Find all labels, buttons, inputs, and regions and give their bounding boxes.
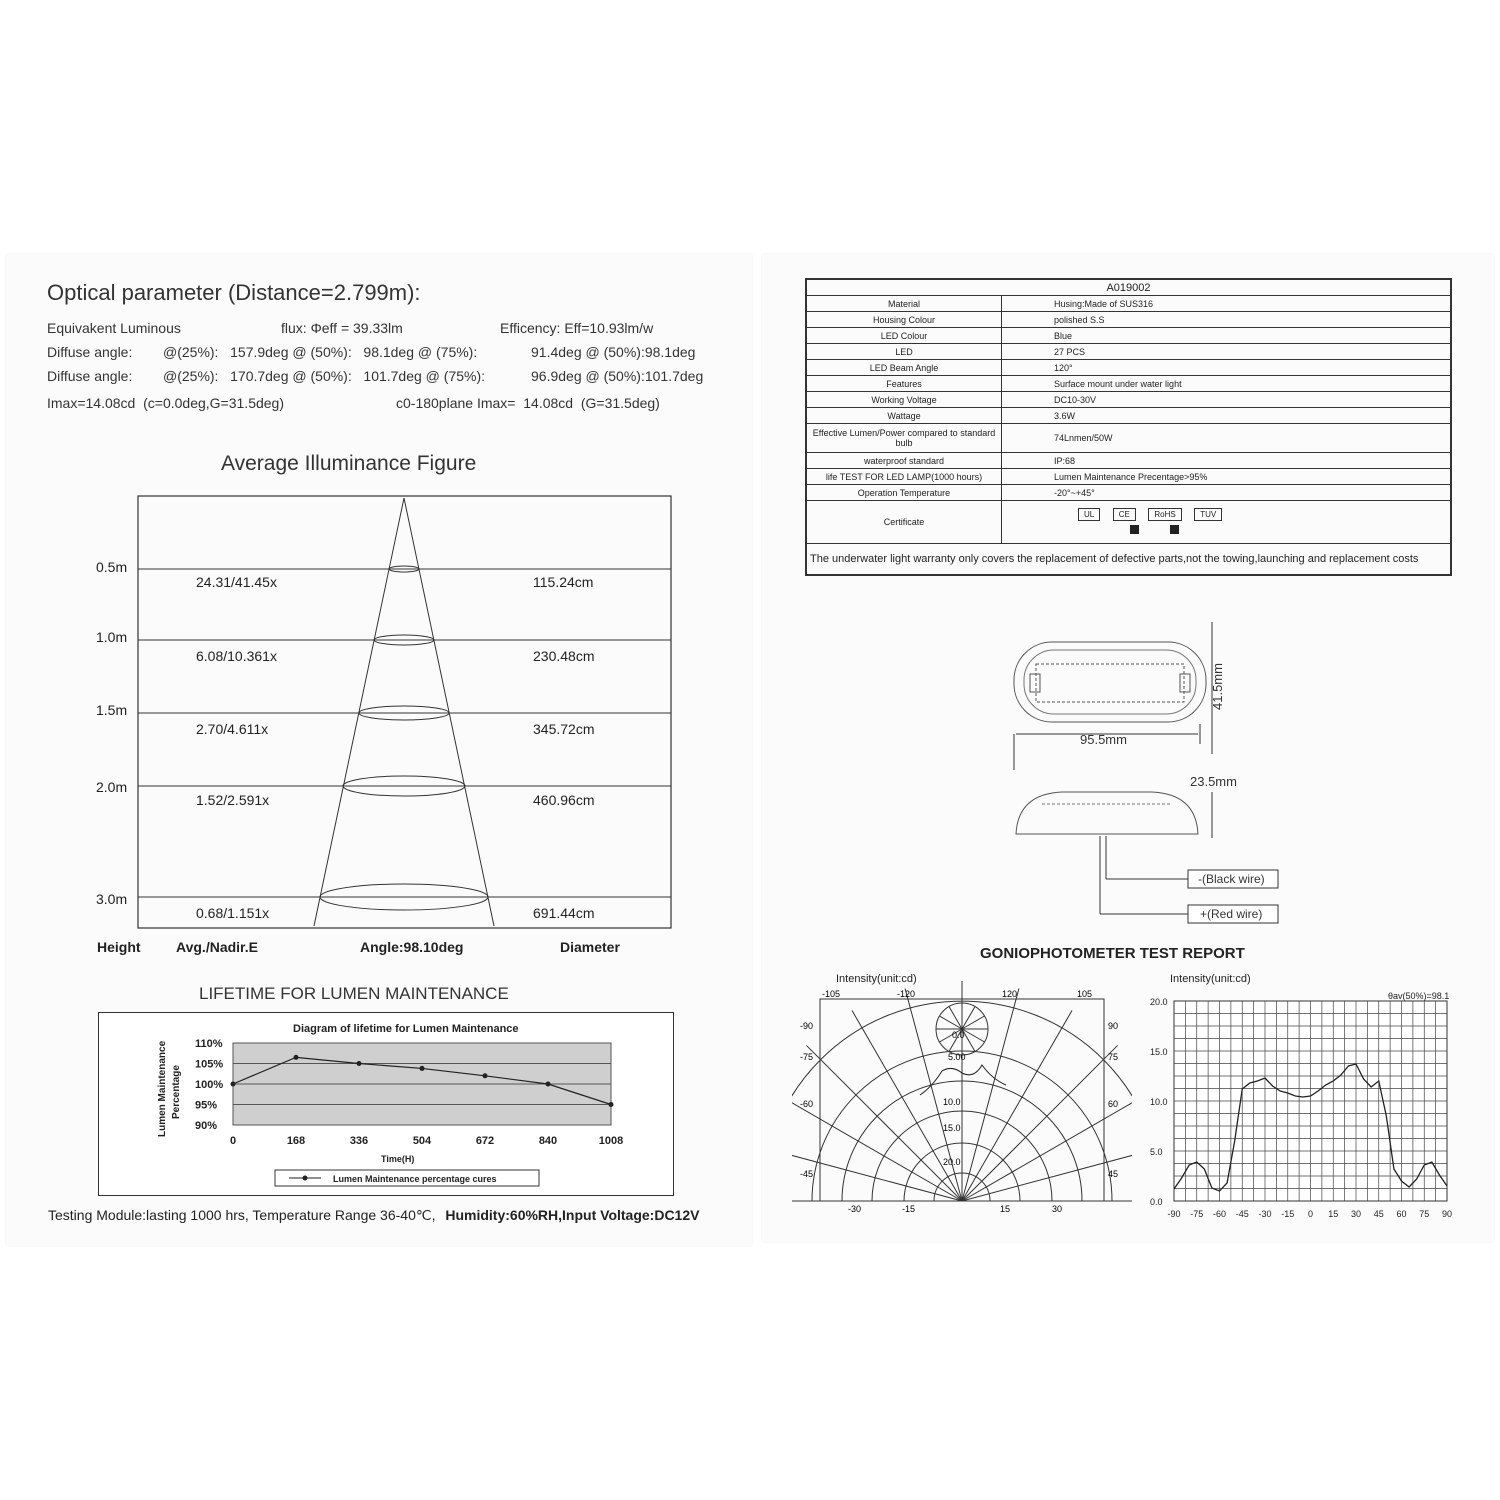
testing-note-bold: Humidity:60%RH,Input Voltage:DC12V [445,1207,700,1223]
polar-spoke [806,1045,962,1201]
spec-value: -20°~+45° [1002,485,1452,501]
param-line2-a: Diffuse angle: [47,344,133,360]
spec-row [806,360,1451,376]
spec-key: LED Beam Angle [806,360,1002,376]
lifetime-point [546,1082,551,1087]
polar-angle-bottom-0: -30 [848,1204,862,1214]
footer-height: Height [97,939,141,955]
diameter-label-2: 345.72cm [533,721,595,737]
polar-angle-bottom-3: 30 [1052,1204,1063,1214]
rect-xtick: -75 [1190,1209,1204,1219]
spec-key: LED Colour [806,328,1002,344]
polar-ring-4: 20.0 [943,1157,961,1167]
param-line1-a: Equivakent Luminous [47,320,181,336]
spec-key: life TEST FOR LED LAMP(1000 hours) [806,469,1002,485]
polar-angle-top-3: 105 [1077,989,1093,999]
param-line3-c: 96.9deg @ (50%):101.7deg [531,368,704,384]
light-outline-outer [1014,642,1206,722]
lifetime-title: LIFETIME FOR LUMEN MAINTENANCE [199,984,509,1003]
legend-label: Lumen Maintenance percentage cures [333,1174,497,1184]
lifetime-point [420,1066,425,1071]
lifetime-xlabel: Time(H) [381,1154,415,1164]
lifetime-ylabel-2: Percentage [171,1065,182,1119]
spec-cert-value [1002,501,1452,544]
param-line4-a: Imax=14.08cd (c=0.0deg,G=31.5deg) [47,395,284,411]
lifetime-point [294,1055,299,1060]
spec-row [806,485,1451,501]
avg-label-2: 2.70/4.611x [196,721,269,737]
param-line1-c: Efficency: Eff=10.93lm/w [500,320,654,336]
lifetime-chart [99,1013,673,1195]
spec-row [806,296,1451,312]
lifetime-xtick: 0 [229,1135,237,1147]
light-outline-inner [1024,650,1196,714]
spec-table [805,278,1452,576]
diameter-label-0: 115.24cm [533,574,594,590]
spec-key: Material [806,296,1002,312]
polar-angle-top-2: 120 [1002,989,1018,999]
spec-value: Lumen Maintenance Precentage>95% [1002,469,1452,485]
spec-row [806,469,1451,485]
avg-label-3: 1.52/2.591x [196,792,270,808]
lifetime-xtick: 504 [412,1135,432,1147]
polar-angle-top-0: -105 [822,989,841,999]
figure-frame [138,496,671,928]
spec-value: 3.6W [1002,408,1452,424]
left-sheet [6,254,752,1246]
polar-angle-top-1: -120 [897,989,916,999]
spec-value: polished S.S [1002,312,1452,328]
param-line3-a: Diffuse angle: [47,368,133,384]
spec-key: Features [806,376,1002,392]
spec-value: DC10-30V [1002,392,1452,408]
illuminance-title: Average Illuminance Figure [221,452,477,475]
spec-row [806,408,1451,424]
spec-warranty-row [806,544,1451,576]
rect-ytick: 5.0 [1150,1147,1163,1157]
spec-key: LED [806,344,1002,360]
footer-avg: Avg./Nadir.E [176,939,258,955]
rect-ytick: 10.0 [1150,1097,1168,1107]
testing-note-main: Testing Module:lasting 1000 hrs, Temperature Range 36-40℃, [48,1207,436,1223]
spec-value: Surface mount under water light [1002,376,1452,392]
spec-key: Operation Temperature [806,485,1002,501]
light-lens [1036,664,1184,702]
spec-row [806,328,1451,344]
lifetime-ylabel-1: Lumen Maintenance [157,1040,168,1137]
polar-angle-right-2: 60 [1108,1099,1119,1109]
polar-ring-3: 15.0 [943,1123,961,1133]
illuminance-figure [136,494,676,934]
diameter-label-4: 691.44cm [533,905,595,921]
rect-chart [1132,969,1482,1229]
polar-angle-bottom-1: -15 [902,1204,916,1214]
rect-ytick: 20.0 [1150,997,1168,1007]
polar-ring-0: 0.0 [952,1030,965,1040]
optical-title: Optical parameter (Distance=2.799m): [47,280,421,305]
cert-mark-1 [1130,525,1139,534]
red-wire-label: +(Red wire) [1200,907,1263,921]
lifetime-point [357,1061,362,1066]
height-label-0: 0.5m [96,559,128,575]
rect-xtick: 0 [1307,1209,1314,1219]
spec-row [806,344,1451,360]
rect-xtick: 15 [1328,1209,1339,1219]
diameter-label-3: 460.96cm [533,792,595,808]
polar-angle-right-3: 45 [1108,1169,1119,1179]
spec-key: Effective Lumen/Power compared to standard bulb [806,424,1002,453]
testing-note [48,1207,699,1224]
polar-angle-left-0: -90 [800,1021,814,1031]
cert-rohs: RoHS [1148,508,1181,521]
rect-xtick: 45 [1373,1209,1384,1219]
height-label-3: 2.0m [96,779,128,795]
spec-row [806,392,1451,408]
avg-label-4: 0.68/1.151x [196,905,270,921]
spec-key: waterproof standard [806,453,1002,469]
lifetime-xtick: 336 [349,1135,369,1147]
rect-xtick: -90 [1167,1209,1181,1219]
rect-xtick: 90 [1441,1209,1453,1219]
lifetime-point [483,1073,488,1078]
cert-mark-2 [1170,525,1179,534]
rect-ytick: 0.0 [1150,1197,1163,1207]
lifetime-xtick: 840 [538,1135,558,1147]
lifetime-point [231,1082,236,1087]
legend-marker [303,1176,308,1181]
param-line4-b: c0-180plane Imax= 14.08cd (G=31.5deg) [396,395,660,411]
lifetime-ytick: 105% [195,1058,224,1071]
spec-value: 120° [1002,360,1452,376]
lifetime-ytick: 90% [195,1120,218,1132]
diameter-label-1: 230.48cm [533,648,595,664]
dim-width-label: 95.5mm [1080,732,1127,747]
dimension-drawing [1002,614,1292,934]
spec-value: IP:68 [1002,453,1452,469]
spec-value: 74Lnmen/50W [1002,424,1452,453]
avg-label-1: 6.08/10.361x [196,648,277,664]
spec-key: Working Voltage [806,392,1002,408]
spec-header-row [806,279,1451,296]
spec-model: A019002 [806,279,1451,296]
lifetime-xtick: 672 [475,1135,495,1147]
param-line3-b: @(25%): 170.7deg @ (50%): 101.7deg @ (75%): [163,368,486,384]
spec-key: Housing Colour [806,312,1002,328]
polar-ring-1: 5.00 [948,1052,966,1062]
rect-xtick: -45 [1235,1209,1249,1219]
side-profile [1016,792,1198,834]
polar-angle-bottom-2: 15 [1000,1204,1011,1214]
lifetime-ytick: 95% [195,1099,218,1112]
polar-angle-left-2: -60 [800,1099,814,1109]
spec-row [806,312,1451,328]
mount-hole-right [1180,674,1190,692]
footer-diameter: Diameter [560,939,620,955]
black-wire-label: -(Black wire) [1198,872,1265,886]
rect-xtick: 60 [1396,1209,1407,1219]
mount-hole-left [1030,674,1040,692]
rect-unit-label: Intensity(unit:cd) [1170,973,1251,985]
footer-angle: Angle:98.10deg [360,939,464,955]
lifetime-ytick: 100% [195,1079,224,1091]
polar-angle-right-1: 75 [1108,1052,1119,1062]
lifetime-ytick: 110% [195,1038,223,1050]
spec-key: Wattage [806,408,1002,424]
spec-row [806,453,1451,469]
param-line1-b: flux: Φeff = 39.33lm [281,320,403,336]
right-sheet [762,254,1494,1242]
param-line2-c: 91.4deg @ (50%):98.1deg [531,344,696,360]
lifetime-xtick: 168 [286,1135,306,1147]
spec-cert-key: Certificate [806,501,1002,544]
polar-angle-left-1: -75 [800,1052,814,1062]
spec-value: 27 PCS [1002,344,1452,360]
rect-xtick: -60 [1212,1209,1227,1219]
avg-label-0: 24.31/41.45x [196,574,277,590]
rect-xtick: -30 [1258,1209,1272,1219]
dim-height-label: 41.5mm [1210,663,1225,710]
polar-ring-2: 10.0 [943,1097,961,1107]
spec-warranty: The underwater light warranty only covers the replacement of defective parts,not the towing,launching and replacement costs [806,544,1451,576]
rect-xtick: 75 [1419,1209,1430,1219]
param-line2-b: @(25%): 157.9deg @ (50%): 98.1deg @ (75%): [163,344,478,360]
polar-unit-label: Intensity(unit:cd) [836,973,917,985]
gonio-title: GONIOPHOTOMETER TEST REPORT [980,945,1245,962]
polar-angle-left-3: -45 [800,1169,814,1179]
lifetime-point [609,1102,614,1107]
cert-ul: UL [1078,508,1100,521]
rect-note: θav(50%)=98.1 [1388,991,1450,1001]
dim-depth-label: 23.5mm [1190,774,1237,789]
cert-tuv: TUV [1194,508,1222,521]
spec-cert-row [806,501,1451,544]
height-label-2: 1.5m [96,702,128,718]
lifetime-chart-frame [98,1012,674,1196]
polar-chart [792,969,1132,1219]
height-label-1: 1.0m [96,629,128,645]
spec-row [806,376,1451,392]
spec-row [806,424,1451,453]
cert-ce: CE [1113,508,1136,521]
spec-value: Husing:Made of SUS316 [1002,296,1452,312]
spec-value: Blue [1002,328,1452,344]
polar-angle-right-0: 90 [1108,1021,1119,1031]
rect-xtick: -15 [1281,1209,1295,1219]
lifetime-xtick: 1008 [598,1135,624,1147]
rect-ytick: 15.0 [1150,1047,1168,1057]
height-label-4: 3.0m [96,891,128,907]
rect-xtick: 30 [1350,1209,1362,1219]
lifetime-chart-title: Diagram of lifetime for Lumen Maintenance [293,1023,519,1035]
